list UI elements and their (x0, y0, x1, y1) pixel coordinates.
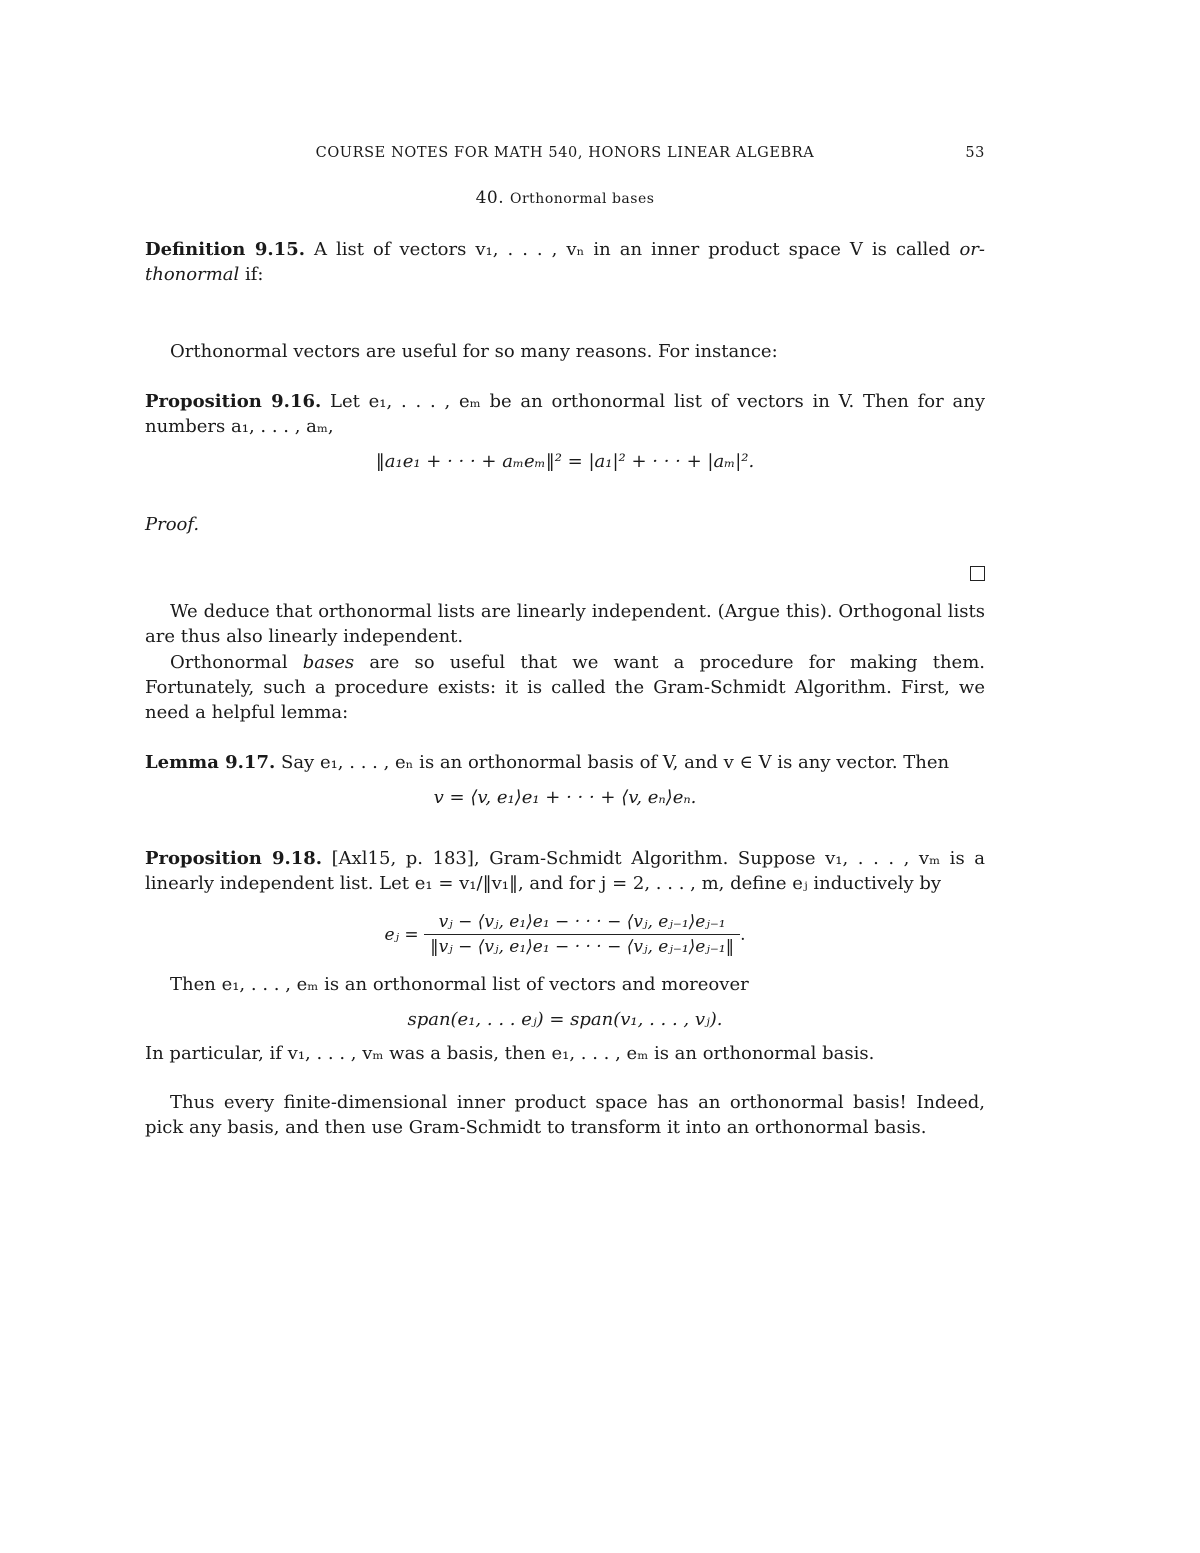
conclusion-paragraph: Thus every finite-dimensional inner product space has an orthonormal basis! Indeed, pick any basis, and then use Gram-Schmidt to transform it into an orthonormal basis. (145, 1092, 985, 1138)
proof-label: Proof. (145, 514, 200, 535)
qed-symbol (970, 566, 985, 581)
procedure-text-start: Orthonormal (170, 652, 288, 673)
definition-label: Definition 9.15. (145, 239, 305, 260)
lemma-9-17 (145, 750, 985, 775)
definition-9-15 (145, 237, 985, 287)
proof (145, 512, 985, 537)
section-heading: Orthonormal bases (510, 191, 655, 207)
proposition-label: Proposition 9.18. (145, 848, 323, 869)
formula-lhs: eⱼ = (384, 924, 419, 945)
norm-formula: ‖a₁e₁ + · · · + aₘeₘ‖² = |a₁|² + · · · + |aₘ|². (375, 451, 755, 472)
proposition-text: Let e₁, . . . , eₘ be an orthonormal list of vectors in V. Then for any numbers a₁, . . . , aₘ, (145, 391, 985, 437)
transition-paragraph: Orthonormal vectors are useful for so many reasons. For instance: (170, 341, 778, 362)
section-title (145, 188, 985, 208)
proposition-9-16 (145, 389, 985, 439)
formula-end: . (740, 924, 746, 945)
lemma-label: Lemma 9.17. (145, 752, 276, 773)
gram-schmidt-formula (145, 912, 985, 957)
page (145, 0, 985, 1553)
page-number: 53 (965, 145, 985, 161)
independence-paragraph: We deduce that orthonormal lists are linearly independent. (Argue this). Orthogonal lists are thus also linearly independent. (145, 601, 985, 647)
running-head (145, 145, 985, 165)
definition-term: or-thonormal (145, 239, 985, 285)
section-number: 40. (475, 188, 505, 208)
proposition-9-18 (145, 846, 985, 896)
definition-text: A list of vectors v₁, . . . , vₙ in an inner product space V is called (314, 239, 951, 260)
procedure-text: are so useful that we want a procedure for making them. Fortunately, such a procedure exists: it is called the Gram-Schmidt Algorithm. First, we need a helpful lemma: (145, 652, 985, 723)
then-text: Then e₁, . . . , eₘ is an orthonormal list of vectors and moreover (170, 974, 749, 995)
formula-fraction (424, 912, 740, 957)
procedure-paragraph (145, 650, 985, 725)
proposition-label: Proposition 9.16. (145, 391, 322, 412)
expansion-formula: v = ⟨v, e₁⟩e₁ + · · · + ⟨v, eₙ⟩eₙ. (433, 787, 697, 808)
formula-denominator: ‖vⱼ − ⟨vⱼ, e₁⟩e₁ − · · · − ⟨vⱼ, eⱼ₋₁⟩eⱼ₋₁‖ (430, 937, 735, 957)
formula-numerator: vⱼ − ⟨vⱼ, e₁⟩e₁ − · · · − ⟨vⱼ, eⱼ₋₁⟩eⱼ₋₁ (424, 912, 740, 935)
proposition-text: [Axl15, p. 183], Gram-Schmidt Algorithm. Suppose v₁, . . . , vₘ is a linearly independent list. Let e₁ = v₁/‖v₁‖, and for j = 2, . . . , m, define eⱼ inductively by (145, 848, 985, 894)
lemma-text: Say e₁, . . . , eₙ is an orthonormal basis of V, and v ∈ V is any vector. Then (280, 752, 950, 773)
procedure-emphasis: bases (302, 652, 355, 673)
running-title: COURSE NOTES FOR MATH 540, HONORS LINEAR ALGEBRA (315, 145, 815, 161)
span-formula: span(e₁, . . . eⱼ) = span(v₁, . . . , vⱼ). (407, 1009, 723, 1030)
particular-text: In particular, if v₁, . . . , vₘ was a basis, then e₁, . . . , eₘ is an orthonormal basis. (145, 1043, 875, 1064)
definition-text-after: if: (245, 264, 264, 285)
